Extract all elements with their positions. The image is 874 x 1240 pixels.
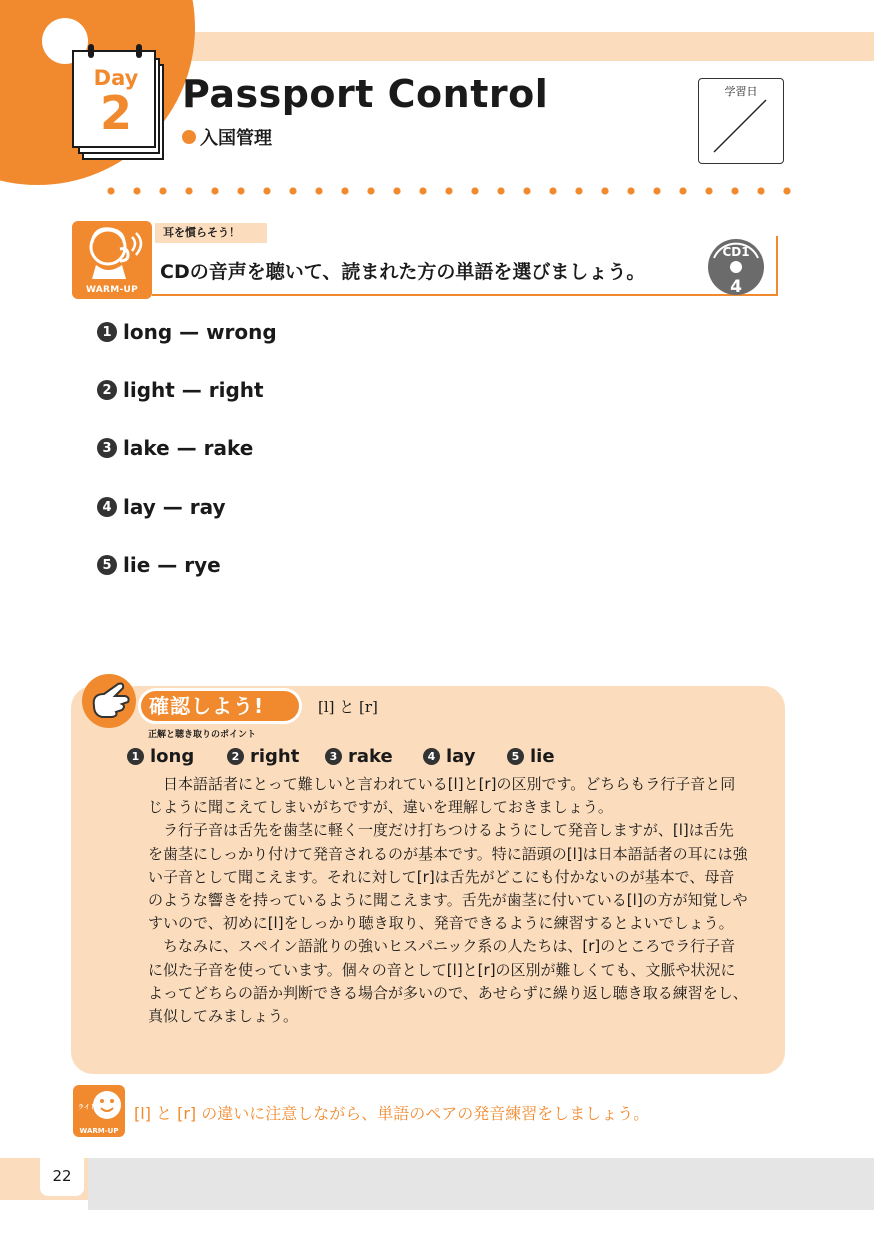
warm-up-listening-icon (72, 221, 152, 299)
calendar-sheet-front (72, 50, 156, 148)
item-number: 1 (97, 322, 117, 342)
answer-word: lay (446, 746, 476, 767)
listening-person-icon (72, 221, 152, 285)
slash-icon (698, 78, 784, 164)
cd-track-number: 4 (730, 277, 742, 297)
list-item[interactable] (97, 320, 277, 344)
answer-number: 2 (227, 748, 244, 765)
warm-up-edge (776, 236, 778, 296)
warm-up-speaking-icon (73, 1085, 125, 1137)
bullet-icon (182, 130, 196, 144)
item-number: 3 (97, 438, 117, 458)
word-pair: lake — rake (123, 436, 254, 460)
confirm-topic: [l] と [r] (318, 698, 378, 716)
answer-item (227, 746, 325, 767)
calendar-ring (88, 44, 94, 58)
day-label: Day (93, 66, 139, 90)
study-date-label: 学習日 (724, 85, 758, 98)
answer-number: 4 (423, 748, 440, 765)
answer-list (127, 746, 555, 767)
list-item[interactable] (97, 495, 225, 519)
answer-item (127, 746, 227, 767)
list-item[interactable] (97, 436, 253, 460)
answer-word: lie (530, 746, 555, 767)
smiley-icon (73, 1085, 125, 1127)
confirm-badge: 確認しよう! (138, 688, 302, 724)
pointing-hand-icon (80, 672, 138, 730)
answer-word: long (150, 746, 195, 767)
page-subtitle (182, 124, 272, 150)
list-item[interactable] (97, 378, 264, 402)
subtitle-text: 入国管理 (200, 128, 272, 149)
answer-item (325, 746, 423, 767)
word-pair: long — wrong (123, 320, 277, 344)
warm-up-instruction: CDの音声を聴いて、読まれた方の単語を選びましょう。 (160, 261, 646, 283)
confirm-sub-label: 正解と聴き取りのポイント (148, 730, 257, 740)
warm-up-caption: WARM-UP (85, 285, 139, 295)
day-calendar-icon (72, 50, 164, 162)
item-number: 5 (97, 555, 117, 575)
answer-item (423, 746, 507, 767)
word-pair: lay — ray (123, 495, 226, 519)
item-number: 2 (97, 380, 117, 400)
page-title: Passport Control (182, 72, 549, 116)
footer-band (88, 1158, 874, 1210)
practice-instruction: [l] と [r] の違いに注意しながら、単語のペアの発音練習をしましょう。 (134, 1104, 650, 1123)
answer-number: 3 (325, 748, 342, 765)
day-number: 2 (99, 86, 132, 140)
answer-word: right (250, 746, 300, 767)
word-pair: lie — rye (123, 553, 221, 577)
word-pair: light — right (123, 378, 264, 402)
cd-label: CD1 (722, 245, 750, 259)
explanation-text (148, 773, 748, 1028)
answer-word: rake (348, 746, 393, 767)
cd-track-icon[interactable] (706, 236, 766, 298)
answer-number: 5 (507, 748, 524, 765)
explanation-paragraph: 日本語話者にとって難しいと言われている[l]と[r]の区別です。どちらもラ行子音と同じように聞こえてしまいがちですが、違いを理解しておきましょう。 (148, 775, 736, 817)
answer-number: 1 (127, 748, 144, 765)
answer-item (507, 746, 555, 767)
warm-up-caption: WARM-UP (79, 1127, 119, 1135)
page-number: 22 (40, 1158, 84, 1196)
calendar-ring (136, 44, 142, 58)
warm-up-underline (152, 294, 777, 296)
warm-up-tag: 耳を慣らそう！ (155, 223, 267, 243)
explanation-paragraph: ちなみに、スペイン語訛りの強いヒスパニック系の人たちは、[r]のところでラ行子音に似た子音を使っています。個々の音として[l]と[r]の区別が難しくても、文脈や状況によってどちらの語か判断できる場合が多いので、あせらずに繰り返し聴き取る練習をし、真似してみましょう。 (148, 937, 748, 1026)
study-date-box[interactable] (698, 78, 784, 164)
explanation-paragraph: ラ行子音は舌先を歯茎に軽く一度だけ打ちつけるようにして発音しますが、[l]は舌先を歯茎にしっかり付けて発音されるのが基本です。特に語頭の[l]は日本語話者の耳には強い子音として聞こえます。それに対して[r]は舌先がどこにも付かないのが基本で、母音のような響きを持っているように聞こえます。舌先が歯茎に付いている[l]の方が知覚しやすいので、初めに[l]をしっかり聴き取り、発音できるように練習するとよいでしょう。 (148, 821, 748, 933)
list-item[interactable] (97, 553, 221, 577)
dotted-divider (106, 186, 796, 196)
handwriting-label: ライト (78, 1104, 96, 1111)
item-number: 4 (97, 497, 117, 517)
